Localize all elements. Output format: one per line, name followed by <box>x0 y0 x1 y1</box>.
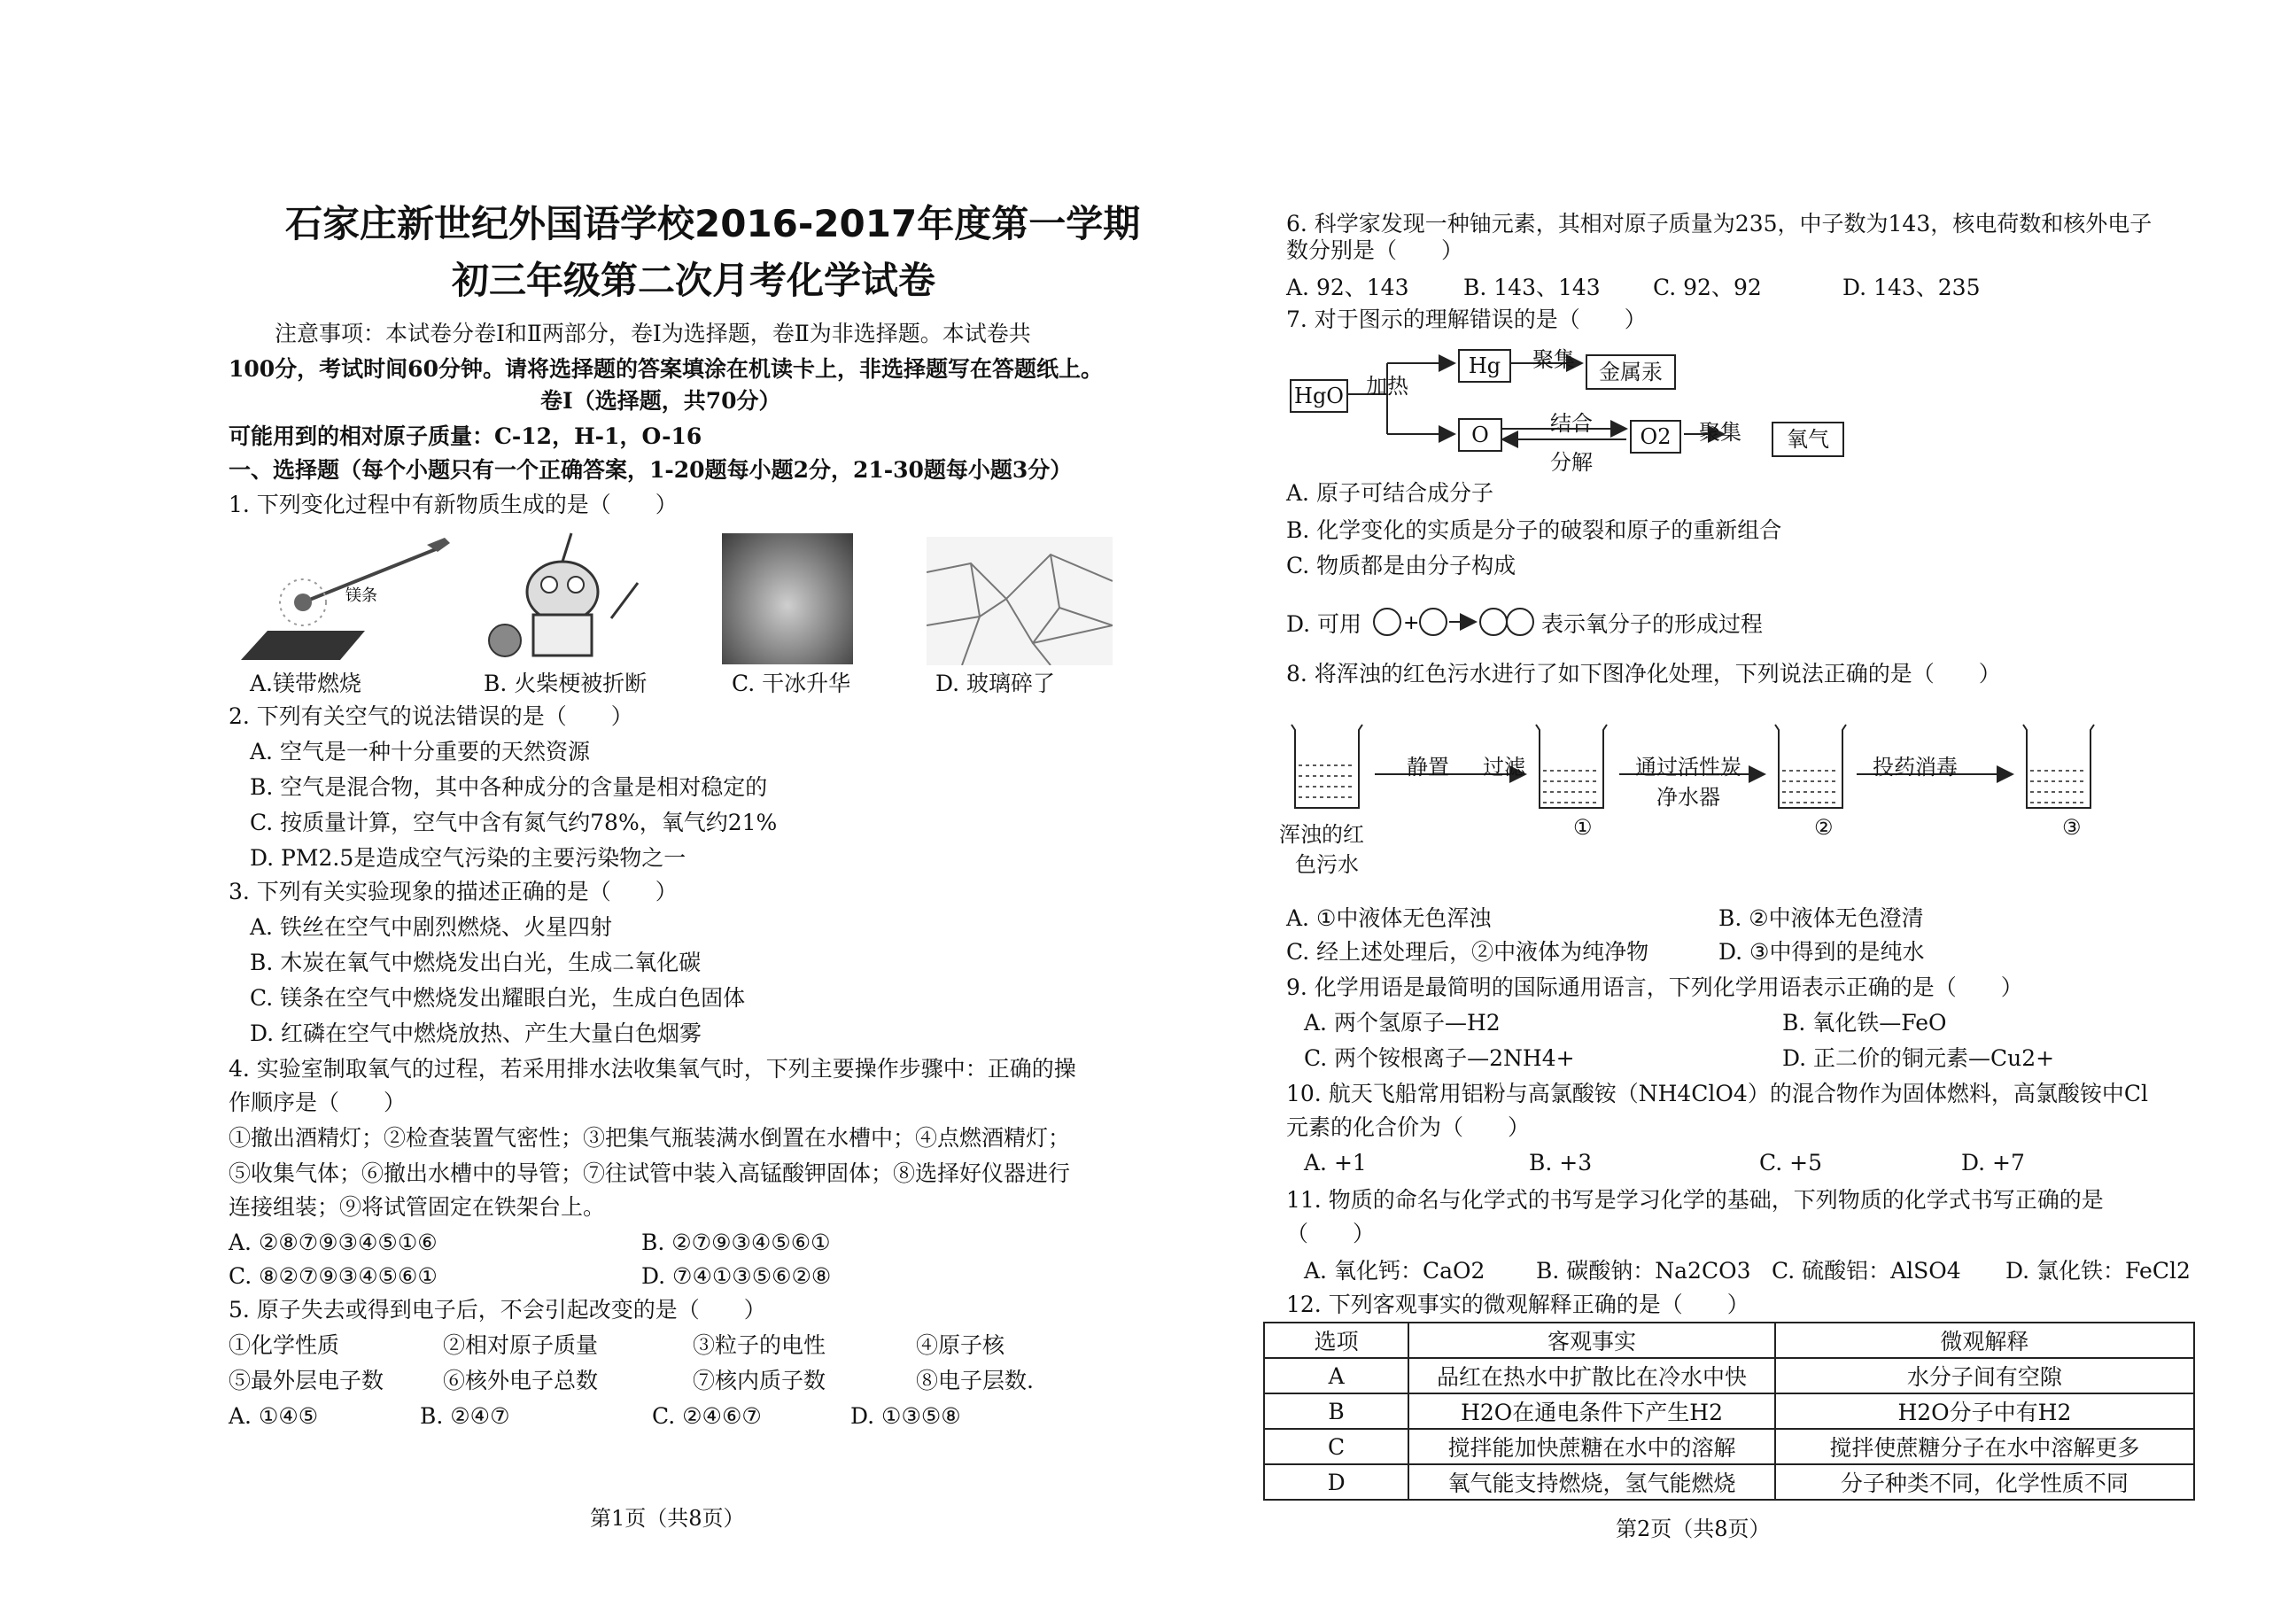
q6-option-a: A. 92、143 <box>1286 275 1409 300</box>
table-cell: B <box>1264 1393 1408 1429</box>
q1-option-a: A.镁带燃烧 <box>250 671 362 696</box>
beaker-1-label: ① <box>1573 815 1593 840</box>
question-4-line4: ⑤收集气体；⑥撤出水槽中的导管；⑦往试管中装入高锰酸钾固体；⑧选择好仪器进行 <box>229 1160 1071 1186</box>
oxygen-box: 氧气 <box>1772 422 1844 457</box>
q5-option-b: B. ②④⑦ <box>420 1403 510 1429</box>
question-4-line5: 连接组装；⑨将试管固定在铁架台上。 <box>229 1194 606 1220</box>
hgo-box: HgO <box>1290 379 1348 413</box>
q2-option-c: C. 按质量计算，空气中含有氮气约78%，氧气约21% <box>250 810 778 835</box>
q4-option-d: D. ⑦④①③⑤⑥②⑧ <box>641 1263 832 1289</box>
q5-item-1: ①化学性质 <box>229 1332 340 1358</box>
question-2: 2. 下列有关空气的说法错误的是（ ） <box>229 703 633 729</box>
section-heading: 卷Ⅰ（选择题，共70分） <box>540 388 781 414</box>
question-10-line1: 10. 航天飞船常用铝粉与高氯酸铵（NH4ClO4）的混合物作为固体燃料，高氯酸铵中Cl <box>1286 1081 2148 1106</box>
q3-option-a: A. 铁丝在空气中剧烈燃烧、火星四射 <box>250 914 612 940</box>
question-8: 8. 将浑浊的红色污水进行了如下图净化处理，下列说法正确的是（ ） <box>1286 661 2001 687</box>
gather-label-2: 聚集 <box>1699 420 1741 445</box>
combine-label: 结合 <box>1550 411 1593 436</box>
q3-option-d: D. 红磷在空气中燃烧放热、产生大量白色烟雾 <box>250 1020 702 1046</box>
table-cell: 水分子间有空隙 <box>1775 1358 2194 1393</box>
table-cell: 搅拌使蔗糖分子在水中溶解更多 <box>1775 1429 2194 1464</box>
page-2 <box>1148 0 2296 1614</box>
exam-title-line1: 石家庄新世纪外国语学校2016-2017年度第一学期 <box>285 202 1141 245</box>
q2-option-b: B. 空气是混合物，其中各种成分的含量是相对稳定的 <box>250 774 768 800</box>
table-cell: 氧气能支持燃烧，氢气能燃烧 <box>1408 1464 1775 1500</box>
table-cell: 搅拌能加快蔗糖在水中的溶解 <box>1408 1429 1775 1464</box>
table-header-cell: 客观事实 <box>1408 1323 1775 1358</box>
table-row <box>1264 1393 2194 1429</box>
q8-option-d: D. ③中得到的是纯水 <box>1718 939 1925 965</box>
magnesium-strip-label: 镁条 <box>345 586 377 605</box>
atomic-mass-line: 可能用到的相对原子质量：C-12，H-1，O-16 <box>229 423 702 449</box>
broken-glass-image <box>927 537 1113 665</box>
table-cell: C <box>1264 1429 1408 1464</box>
notice-line1: 注意事项：本试卷分卷Ⅰ和Ⅱ两部分，卷Ⅰ为选择题，卷Ⅱ为非选择题。本试卷共 <box>275 321 1031 346</box>
table-cell: D <box>1264 1464 1408 1500</box>
q5-item-4: ④原子核 <box>916 1332 1005 1358</box>
o2-box: O2 <box>1630 420 1681 454</box>
question-1: 1. 下列变化过程中有新物质生成的是（ ） <box>229 492 678 517</box>
heat-label: 加热 <box>1366 374 1408 399</box>
q5-option-d: D. ①③⑤⑧ <box>850 1403 961 1429</box>
q4-option-b: B. ②⑦⑨③④⑤⑥① <box>641 1230 831 1255</box>
q7-option-b: B. 化学变化的实质是分子的破裂和原子的重新组合 <box>1286 517 1782 543</box>
q1-option-d: D. 玻璃碎了 <box>935 671 1056 696</box>
dry-ice-sublimation-image <box>722 533 853 664</box>
question-11-line2: （ ） <box>1286 1221 1376 1246</box>
q7-option-a: A. 原子可结合成分子 <box>1286 480 1493 506</box>
q10-option-c: C. +5 <box>1759 1150 1822 1176</box>
notice-line2: 100分，考试时间60分钟。请将选择题的答案填涂在机读卡上，非选择题写在答题纸上。 <box>229 356 1103 382</box>
q11-option-b: B. 碳酸钠：Na2CO3 <box>1536 1258 1751 1284</box>
q9-option-d: D. 正二价的铜元素—Cu2+ <box>1782 1045 2055 1071</box>
table-header-cell: 微观解释 <box>1775 1323 2194 1358</box>
question-6-line1: 6. 科学家发现一种铀元素，其相对原子质量为235，中子数为143，核电荷数和核外电子 <box>1286 211 2152 237</box>
carbon-filter-label-1: 通过活性炭 <box>1635 755 1741 780</box>
decompose-label: 分解 <box>1550 450 1593 475</box>
svg-text:+: + <box>1403 612 1420 634</box>
q11-option-a: A. 氧化钙：CaO2 <box>1304 1258 1485 1284</box>
q5-option-c: C. ②④⑥⑦ <box>652 1403 762 1429</box>
gather-label-1: 聚集 <box>1532 347 1575 372</box>
beaker-2-label: ② <box>1814 815 1834 840</box>
question-4-line1: 4. 实验室制取氧气的过程，若采用排水法收集氧气时，下列主要操作步骤中：正确的操 <box>229 1056 1076 1082</box>
question-4-line3: ①撤出酒精灯；②检查装置气密性；③把集气瓶装满水倒置在水槽中；④点燃酒精灯； <box>229 1125 1071 1151</box>
beaker-3-label: ③ <box>2062 815 2082 840</box>
q7-option-c: C. 物质都是由分子构成 <box>1286 553 1516 578</box>
table-cell: 分子种类不同，化学性质不同 <box>1775 1464 2194 1500</box>
q5-item-8: ⑧电子层数. <box>916 1368 1034 1393</box>
q4-option-a: A. ②⑧⑦⑨③④⑤①⑥ <box>229 1230 438 1255</box>
q5-item-2: ②相对原子质量 <box>443 1332 599 1358</box>
q8-option-c: C. 经上述处理后，②中液体为纯净物 <box>1286 939 1649 965</box>
table-row <box>1264 1464 2194 1500</box>
question-12: 12. 下列客观事实的微观解释正确的是（ ） <box>1286 1292 1749 1317</box>
q1-option-c: C. 干冰升华 <box>732 671 851 696</box>
disinfect-label: 投药消毒 <box>1873 755 1958 780</box>
q12-table <box>1263 1322 2195 1501</box>
filter-label: 过滤 <box>1483 755 1525 780</box>
q6-option-c: C. 92、92 <box>1653 275 1762 300</box>
q8-option-b: B. ②中液体无色澄清 <box>1718 905 1924 931</box>
matchstick-cartoon-image <box>478 530 647 663</box>
table-header-cell: 选项 <box>1264 1323 1408 1358</box>
q11-option-c: C. 硫酸铝：AlSO4 <box>1772 1258 1961 1284</box>
hg-box: Hg <box>1458 349 1511 383</box>
q6-option-d: D. 143、235 <box>1842 275 1981 300</box>
q5-item-6: ⑥核外电子总数 <box>443 1368 599 1393</box>
q9-option-a: A. 两个氢原子—H2 <box>1304 1010 1501 1036</box>
question-11-line1: 11. 物质的命名与化学式的书写是学习化学的基础，下列物质的化学式书写正确的是 <box>1286 1187 2104 1213</box>
q11-option-d: D. 氯化铁：FeCl2 <box>2005 1258 2191 1284</box>
question-9: 9. 化学用语是最简明的国际通用语言，下列化学用语表示正确的是（ ） <box>1286 974 2023 1000</box>
page-2-footer: 第2页（共8页） <box>1616 1517 1771 1541</box>
q8-option-a: A. ①中液体无色浑浊 <box>1286 905 1492 931</box>
q3-option-c: C. 镁条在空气中燃烧发出耀眼白光，生成白色固体 <box>250 985 746 1011</box>
mercury-box: 金属汞 <box>1586 354 1676 390</box>
oxygen-molecule-formation-icon <box>1371 602 1540 641</box>
q6-option-b: B. 143、143 <box>1463 275 1601 300</box>
magnesium-burning-image <box>232 532 462 664</box>
exam-title-line2: 初三年级第二次月考化学试卷 <box>452 259 936 302</box>
q4-option-c: C. ⑧②⑦⑨③④⑤⑥① <box>229 1263 438 1289</box>
q10-option-d: D. +7 <box>1961 1150 2025 1176</box>
q10-option-b: B. +3 <box>1529 1150 1593 1176</box>
page-1-footer: 第1页（共8页） <box>590 1506 745 1531</box>
q9-option-b: B. 氧化铁—FeO <box>1782 1010 1947 1036</box>
question-6-line2: 数分别是（ ） <box>1286 237 1464 263</box>
question-3: 3. 下列有关实验现象的描述正确的是（ ） <box>229 879 678 904</box>
q5-item-3: ③粒子的电性 <box>693 1332 826 1358</box>
q1-option-b: B. 火柴梗被折断 <box>484 671 648 696</box>
source-label-2: 色污水 <box>1295 852 1359 877</box>
table-header-row <box>1264 1323 2194 1358</box>
table-cell: H2O在通电条件下产生H2 <box>1408 1393 1775 1429</box>
question-5: 5. 原子失去或得到电子后，不会引起改变的是（ ） <box>229 1297 766 1323</box>
table-cell: H2O分子中有H2 <box>1775 1393 2194 1429</box>
carbon-filter-label-2: 净水器 <box>1656 785 1720 810</box>
question-7: 7. 对于图示的理解错误的是（ ） <box>1286 307 1647 332</box>
question-10-line2: 元素的化合价为（ ） <box>1286 1114 1531 1140</box>
q2-option-a: A. 空气是一种十分重要的天然资源 <box>250 739 590 764</box>
question-4-line2: 作顺序是（ ） <box>229 1090 407 1115</box>
q5-item-7: ⑦核内质子数 <box>693 1368 826 1393</box>
q5-option-a: A. ①④⑤ <box>229 1403 319 1429</box>
q10-option-a: A. +1 <box>1304 1150 1367 1176</box>
part-one-heading: 一、选择题（每个小题只有一个正确答案，1-20题每小题2分，21-30题每小题3分） <box>229 457 1073 483</box>
table-cell: A <box>1264 1358 1408 1393</box>
source-label-1: 浑浊的红 <box>1279 822 1364 847</box>
o-atom-box: O <box>1458 418 1502 452</box>
table-row <box>1264 1429 2194 1464</box>
table-row <box>1264 1358 2194 1393</box>
q7-option-d-prefix: D. 可用 <box>1286 611 1362 637</box>
q9-option-c: C. 两个铵根离子—2NH4+ <box>1304 1045 1575 1071</box>
q5-item-5: ⑤最外层电子数 <box>229 1368 384 1393</box>
table-cell: 品红在热水中扩散比在冷水中快 <box>1408 1358 1775 1393</box>
settle-label: 静置 <box>1407 755 1449 780</box>
q7-option-d-suffix: 表示氧分子的形成过程 <box>1541 611 1764 637</box>
q3-option-b: B. 木炭在氧气中燃烧发出白光，生成二氧化碳 <box>250 950 702 975</box>
q2-option-d: D. PM2.5是造成空气污染的主要污染物之一 <box>250 845 686 871</box>
